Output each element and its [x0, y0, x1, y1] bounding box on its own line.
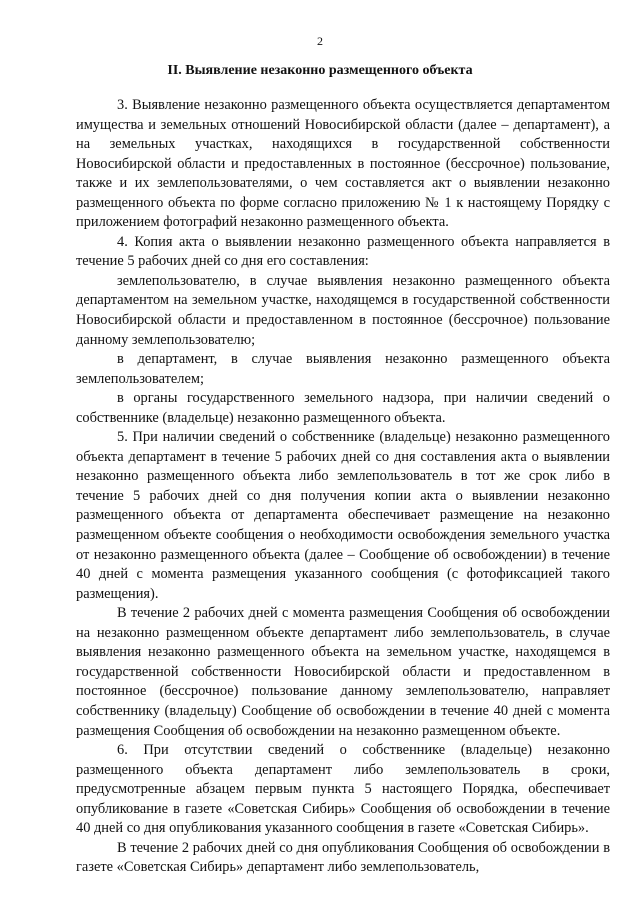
document-body — [76, 96, 610, 878]
paragraph-3: 3. Выявление незаконно размещенного объекта осуществляется департаментом имущества и земельных отношений Новосибирской области (далее – департамент), а на земельных участках, находящихся в государственной собственности Новосибирской области и предоставленных в постоянное (бессрочное) пользование, также и их землепользователями, о чем составляется акт о выявлении незаконно размещенного объекта по форме согласно приложению № 1 к настоящему Порядку с приложением фотографий незаконно размещенного объекта. — [76, 97, 610, 231]
paragraph-5: 5. При наличии сведений о собственнике (владельце) незаконно размещенного объекта департамент в течение 5 рабочих дней со дня составления акта о выявлении незаконно размещенного объекта либо землепользователь в тот же срок либо в течение 5 рабочих дней со дня получения копии акта о выявлении незаконно размещенного объекта от департамента обеспечивает размещение на незаконно размещенном объекте сообщения о необходимости освобождения земельного участка от незаконно размещенного объекта (далее – Сообщение об освобождении) в течение 40 дней с момента размещения указанного сообщения (с фотофиксацией такого размещения). — [76, 429, 610, 602]
paragraph-6: 6. При отсутствии сведений о собственнике (владельце) незаконно размещенного объекта департамент либо землепользователь в сроки, предусмотренные абзацем первым пункта 5 настоящего Порядка, обеспечивает опубликование в газете «Советская Сибирь» Сообщения об освобождении в течение 40 дней со дня опубликования указанного сообщения в газете «Советская Сибирь». — [76, 742, 610, 837]
paragraph-4-recipient-department: в департамент, в случае выявления незаконно размещенного объекта землепользователем; — [76, 351, 610, 387]
section-title: II. Выявление незаконно размещенного объекта — [167, 63, 473, 78]
paragraph-4-recipient-supervision: в органы государственного земельного надзора, при наличии сведений о собственнике (владельце) незаконно размещенного объекта. — [76, 390, 610, 426]
paragraph-5-continued: В течение 2 рабочих дней с момента размещения Сообщения об освобождении на незаконно размещенном объекте департамент либо землепользователь, в случае выявления незаконно размещенного объекта на земельном участке, находящемся в государственной собственности Новосибирской области и предоставленном в постоянное (бессрочное) пользование данному землепользователю, направляет собственнику (владельцу) Сообщение об освобождении в течение 40 дней с момента размещения Сообщения об освобождении на незаконно размещенном объекте. — [76, 605, 610, 739]
paragraph-4-recipient-landuser: землепользователю, в случае выявления незаконно размещенного объекта департаментом на земельном участке, находящемся в государственной собственности Новосибирской области и предоставленном в постоянное (бессрочное) пользование данному землепользователю; — [76, 272, 610, 348]
paragraph-6-continued: В течение 2 рабочих дней со дня опубликования Сообщения об освобождении в газете «Советская Сибирь» департамент либо землепользователь, — [76, 839, 610, 876]
paragraph-4: 4. Копия акта о выявлении незаконно размещенного объекта направляется в течение 5 рабочих дней со дня его составления: — [76, 233, 610, 270]
page-number: 2 — [317, 34, 323, 48]
